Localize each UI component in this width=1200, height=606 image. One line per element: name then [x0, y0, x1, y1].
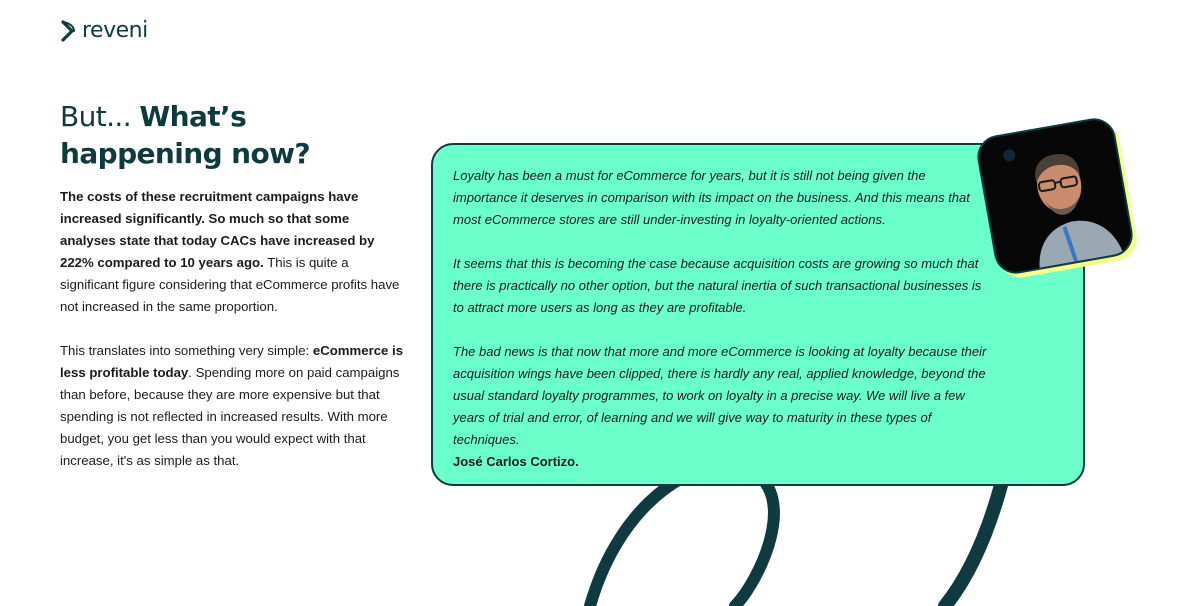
- heading-light: But...: [60, 100, 140, 133]
- paragraph-2-a: This translates into something very simple:: [60, 343, 313, 358]
- brand-name: reveni: [82, 18, 148, 43]
- author-photo: [974, 115, 1136, 277]
- heading-bold-1: What’s: [139, 100, 247, 133]
- quote-paragraph-2: It seems that this is becoming the case because acquisition costs are growing so much that there is practically no other option, but the natural inertia of such transactional businesses is to attract more users as long as they are profitable.: [453, 256, 982, 315]
- quote-author: José Carlos Cortizo.: [453, 454, 579, 469]
- heading-bold-2: happening now?: [60, 137, 311, 170]
- brand-logo[interactable]: [60, 18, 148, 43]
- paragraph-1-bold: The costs of these recruitment campaigns have increased significantly. So much so that some analyses state that today CACs have increased by 222% compared to 10 years ago.: [60, 189, 375, 270]
- speaker-portrait-icon: [976, 117, 1136, 278]
- author-photo-frame: [983, 124, 1135, 276]
- quote-text: [453, 165, 993, 473]
- article-body: [60, 186, 405, 494]
- paragraph-1: [60, 186, 405, 318]
- quote-paragraph-1: Loyalty has been a must for eCommerce for years, but it is still not being given the importance it deserves in comparison with its impact on the business. And this means that most eCommerce stores are still under-investing in loyalty-oriented actions.: [453, 168, 970, 227]
- page-heading: [60, 98, 310, 172]
- quote-paragraph-3: The bad news is that now that more and more eCommerce is looking at loyalty because their acquisition wings have been clipped, there is hardly any real, applied knowledge, beyond the usual standard loyalty programmes, to work on loyalty in a precise way. We will live a few years of trial and error, of learning and we will give way to maturity in these types of techniques.: [453, 344, 987, 447]
- paragraph-1-rest: This is quite a significant figure considering that eCommerce profits have not increased in the same proportion.: [60, 255, 400, 314]
- paragraph-2: [60, 340, 405, 472]
- reveni-logo-icon: [60, 19, 78, 43]
- paragraph-2-bold: eCommerce is less profitable today: [60, 343, 404, 380]
- paragraph-2-b: . Spending more on paid campaigns than before, because they are more expensive but that spending is not reflected in increased results. With more budget, you get less than you would expect with that increase, it's as simple as that.: [60, 365, 400, 468]
